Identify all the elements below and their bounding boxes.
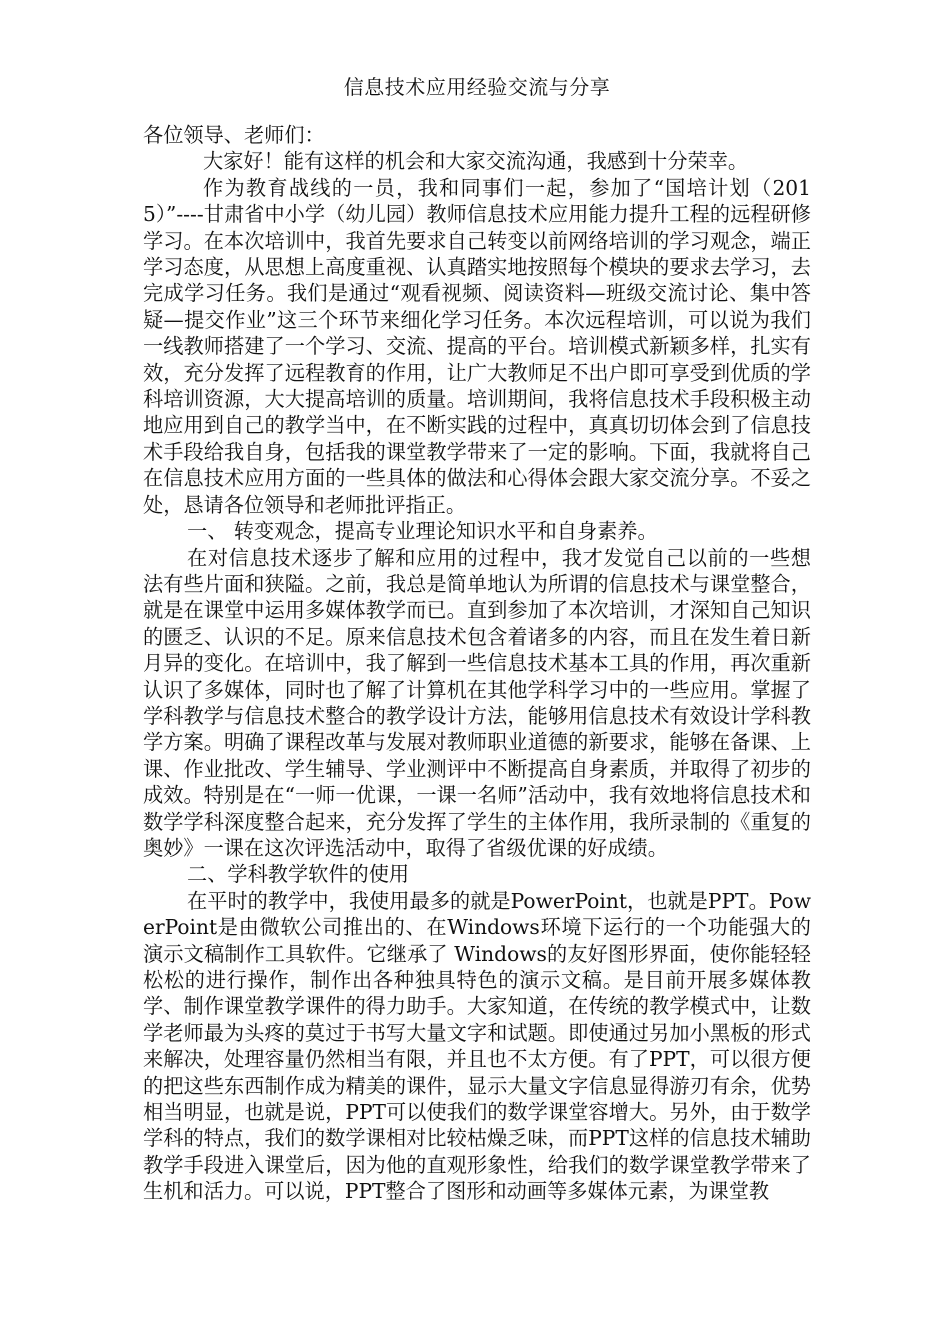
document-body	[143, 122, 811, 1205]
section-heading-1: 一、 转变观念，提高专业理论知识水平和自身素养。	[187, 519, 658, 544]
document-title: 信息技术应用经验交流与分享	[343, 75, 611, 99]
section-heading-2: 二、学科教学软件的使用	[187, 862, 410, 887]
section-paragraph-1: 在对信息技术逐步了解和应用的过程中，我才发觉自己以前的一些想法有些片面和狭隘。之前，我总是简单地认为所谓的信息技术与课堂整合，就是在课堂中运用多媒体教学而已。直到参加了本次培训，才深知自己知识的匮乏、认识的不足。原来信息技术包含着诸多的内容，而且在发生着日新月异的变化。在培训中，我了解到一些信息技术基本工具的作用，再次重新认识了多媒体，同时也了解了计算机在其他学科学习中的一些应用。掌握了学科教学与信息技术整合的教学设计方法，能够用信息技术有效设计学科教学方案。明确了课程改革与发展对教师职业道德的新要求，能够在备课、上课、作业批改、学生辅导、学业测评中不断提高自身素质，并取得了初步的成效。特别是在“一师一优课，一课一名师”活动中，我有效地将信息技术和数学学科深度整合起来，充分发挥了学生的主体作用，我所录制的《重复的奥妙》一课在这次评选活动中，取得了省级优课的好成绩。	[143, 545, 811, 860]
section-paragraph-2: 在平时的教学中，我使用最多的就是PowerPoint，也就是PPT。PowerPoint是由微软公司推出的、在Windows环境下运行的一个功能强大的演示文稿制作工具软件。它继承了 Windows的友好图形界面，使你能轻轻松松的进行操作，制作出各种独具特色的演示文稿。是目前开展多媒体教学、制作课堂教学课件的得力助手。大家知道，在传统的教学模式中，让数学老师最为头疼的莫过于书写大量文字和试题。即使通过另加小黑板的形式来解决，处理容量仍然相当有限，并且也不太方便。有了PPT，可以很方便的把这些东西制作成为精美的课件，显示大量文字信息显得游刃有余，优势相当明显，也就是说，PPT可以使我们的数学课堂容增大。另外，由于数学学科的特点，我们的数学课相对比较枯燥乏味，而PPT这样的信息技术辅助教学手段进入课堂后，因为他的直观形象性，给我们的数学课堂教学带来了生机和活力。可以说，PPT整合了图形和动画等多媒体元素，为课堂教	[143, 888, 811, 1204]
salutation: 各位领导、老师们：	[143, 123, 325, 147]
greeting-paragraph: 大家好！能有这样的机会和大家交流沟通，我感到十分荣幸。	[203, 149, 749, 174]
intro-paragraph: 作为教育战线的一员，我和同事们一起，参加了“国培计划（2015）”----甘肃省中小学（幼儿园）教师信息技术应用能力提升工程的远程研修学习。在本次培训中，我首先要求自己转变以前网络培训的学习观念，端正学习态度，从思想上高度重视、认真踏实地按照每个模块的要求去学习，去完成学习任务。我们是通过“观看视频、阅读资料—班级交流讨论、集中答疑—提交作业”这三个环节来细化学习任务。本次远程培训，可以说为我们一线教师搭建了一个学习、交流、提高的平台。培训模式新颖多样，扎实有效，充分发挥了远程教育的作用，让广大教师足不出户即可享受到优质的学科培训资源，大大提高培训的质量。培训期间，我将信息技术手段积极主动地应用到自己的教学当中，在不断实践的过程中，真真切切体会到了信息技术手段给我自身，包括我的课堂教学带来了一定的影响。下面，我就将自己在信息技术应用方面的一些具体的做法和心得体会跟大家交流分享。不妥之处，恳请各位领导和老师批评指正。	[143, 175, 811, 517]
document-page	[143, 0, 811, 1344]
